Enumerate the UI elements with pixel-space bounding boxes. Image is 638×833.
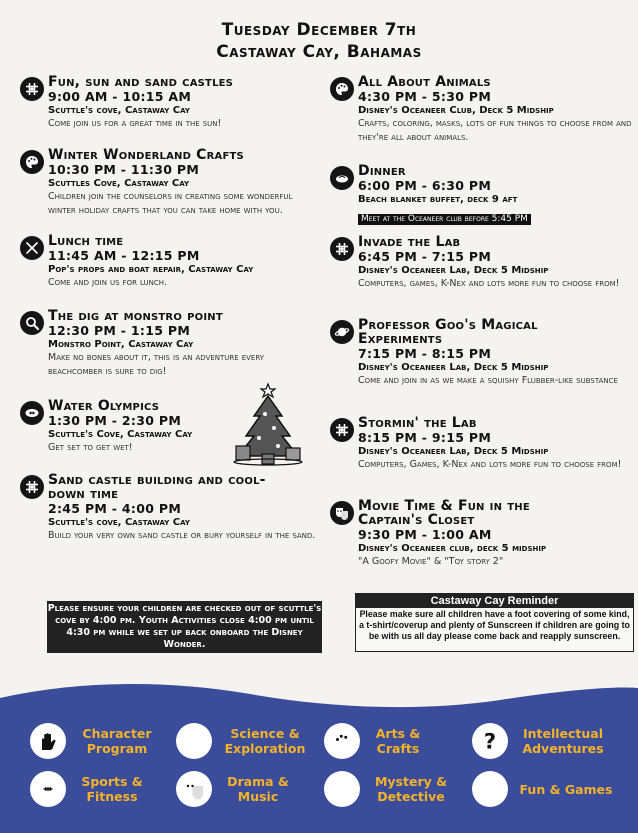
event-time: 11:45 AM - 12:15 PM bbox=[48, 248, 200, 263]
event-time: 2:45 PM - 4:00 PM bbox=[48, 501, 182, 516]
event-title: Water Olympics bbox=[48, 398, 160, 414]
event-description: Computers, games, K-Nex and lots more fun to choose from! bbox=[358, 278, 620, 289]
event-time: 1:30 PM - 2:30 PM bbox=[48, 413, 182, 428]
event-description: Come and join us for lunch. bbox=[48, 277, 168, 288]
legend-label: Mystery & Detective bbox=[374, 774, 448, 804]
event-location: Disney's Oceaneer Lab, Deck 5 Midship bbox=[358, 265, 549, 276]
magnifier-icon bbox=[324, 771, 360, 807]
event-location: Disney's Oceaneer Club, Deck 5 Midship bbox=[358, 105, 554, 116]
event-description: Build your very own sand castle or bury yourself in the sand. bbox=[48, 530, 316, 541]
event-description: Crafts, coloring, masks, lots of fun things to choose from and they're all about animals. bbox=[358, 118, 632, 143]
event-time: 6:45 PM - 7:15 PM bbox=[358, 249, 492, 264]
event-description: Children join the counselors in creating some wonderful winter holiday crafts that you can take home with you. bbox=[48, 191, 293, 216]
legend-label: Character Program bbox=[82, 726, 152, 756]
football-icon bbox=[20, 401, 44, 425]
legend-intellectual-adventures bbox=[472, 723, 610, 759]
event-location: Scuttles Cove, Castaway Cay bbox=[48, 178, 190, 189]
masks-icon bbox=[176, 771, 212, 807]
reminder-title: Castaway Cay Reminder bbox=[356, 594, 633, 608]
event-title: Fun, sun and sand castles bbox=[48, 74, 234, 90]
fork-knife-icon bbox=[20, 236, 44, 260]
palette-icon bbox=[20, 150, 44, 174]
legend-drama-music bbox=[176, 771, 296, 807]
event-location: Scuttle's cove, Castaway Cay bbox=[48, 517, 190, 528]
event-time: 9:00 AM - 10:15 AM bbox=[48, 89, 192, 104]
event-time: 7:15 PM - 8:15 PM bbox=[358, 346, 492, 361]
event-location: Pop's props and boat repair, Castaway Cay bbox=[48, 264, 254, 275]
grid-icon bbox=[20, 77, 44, 101]
event-description: Come join us for a great time in the sun! bbox=[48, 118, 222, 129]
svg-text:?: ? bbox=[483, 729, 497, 753]
grid-icon bbox=[20, 475, 44, 499]
grid-icon bbox=[330, 237, 354, 261]
event-title: Dinner bbox=[358, 163, 406, 179]
event-title: The dig at monstro point bbox=[48, 308, 223, 324]
pickup-notice: Please ensure your children are checked out of scuttle's cove by 4:00 pm. Youth Activities close 4:00 pm until 4:30 pm while we set up back onboard the Disney Wonder. bbox=[47, 601, 322, 653]
event-location: Disney's Oceaneer Lab, Deck 5 Midship bbox=[358, 362, 549, 373]
event-note: Meet at the Oceaneer club before 5:45 PM bbox=[358, 214, 531, 225]
legend-label: Fun & Games bbox=[519, 781, 613, 797]
page-title-location: Castaway Cay, Bahamas bbox=[216, 42, 422, 62]
palette-icon bbox=[330, 77, 354, 101]
event-location: Scuttle's cove, Castaway Cay bbox=[48, 105, 190, 116]
magnifier-icon bbox=[20, 311, 44, 335]
event-description: Computers, Games, K-Nex and lots more fun to choose from! bbox=[358, 459, 622, 470]
event-title: Lunch time bbox=[48, 233, 124, 249]
legend-arts-crafts bbox=[324, 723, 428, 759]
event-title: Sand castle building and cool-down time bbox=[48, 472, 266, 502]
question-icon bbox=[472, 723, 508, 759]
planet-icon bbox=[176, 723, 212, 759]
legend-character-program bbox=[30, 723, 160, 759]
legend-sports-fitness bbox=[30, 771, 150, 807]
event-description: Get set to get wet! bbox=[48, 442, 133, 453]
legend-label: Arts & Crafts bbox=[375, 726, 421, 756]
legend-science-exploration bbox=[176, 723, 310, 759]
christmas-tree-illustration bbox=[232, 380, 304, 466]
event-location: Beach blanket buffet, deck 9 aft bbox=[358, 194, 518, 205]
event-time: 8:15 PM - 9:15 PM bbox=[358, 430, 492, 445]
palette-icon bbox=[324, 723, 360, 759]
event-description: Make no bones about it, this is an adventure every beachcomber is sure to dig! bbox=[48, 352, 265, 377]
football-icon bbox=[30, 771, 66, 807]
glove-icon bbox=[30, 723, 66, 759]
event-title: Professor Goo's Magical Experiments bbox=[358, 317, 538, 347]
event-description: "A Goofy Movie" & "Toy story 2" bbox=[358, 556, 504, 567]
event-location: Monstro Point, Castaway Cay bbox=[48, 339, 194, 350]
page-title-date: Tuesday December 7th bbox=[221, 20, 417, 40]
event-time: 4:30 PM - 5:30 PM bbox=[358, 89, 492, 104]
legend-label: Intellectual Adventures bbox=[522, 726, 604, 756]
planet-icon bbox=[330, 320, 354, 344]
event-time: 6:00 PM - 6:30 PM bbox=[358, 178, 492, 193]
event-location: Disney's Oceaneer club, deck 5 midship bbox=[358, 543, 547, 554]
event-description: Come and join in as we make a squishy Flubber-like substance bbox=[358, 375, 618, 386]
event-title: Movie Time & Fun in the Captain's Closet bbox=[358, 498, 530, 528]
event-time: 9:30 PM - 1:00 AM bbox=[358, 527, 492, 542]
reminder-body: Please make sure all children have a foot covering of some kind, a t-shirt/coverup and plenty of Sunscreen if children are going to be with us all day please come back and reapply sunscreen. bbox=[359, 609, 630, 641]
grid-icon bbox=[472, 771, 508, 807]
grid-icon bbox=[330, 418, 354, 442]
event-title: Winter Wonderland Crafts bbox=[48, 147, 244, 163]
legend-label: Science & Exploration bbox=[224, 726, 306, 756]
event-time: 12:30 PM - 1:15 PM bbox=[48, 323, 191, 338]
event-location: Scuttle's Cove, Castaway Cay bbox=[48, 429, 193, 440]
legend-label: Drama & Music bbox=[227, 774, 289, 804]
event-title: Invade the Lab bbox=[358, 234, 461, 250]
event-location: Disney's Oceaneer Lab, Deck 5 Midship bbox=[358, 446, 549, 457]
event-time: 10:30 PM - 11:30 PM bbox=[48, 162, 200, 177]
event-title: All About Animals bbox=[358, 74, 491, 90]
legend-mystery-detective bbox=[324, 771, 454, 807]
dinner-icon bbox=[330, 166, 354, 190]
legend-label: Sports & Fitness bbox=[81, 774, 143, 804]
legend-fun-games bbox=[472, 771, 616, 807]
event-title: Stormin' the Lab bbox=[358, 415, 477, 431]
castaway-cay-reminder bbox=[355, 593, 634, 652]
masks-icon bbox=[330, 501, 354, 525]
